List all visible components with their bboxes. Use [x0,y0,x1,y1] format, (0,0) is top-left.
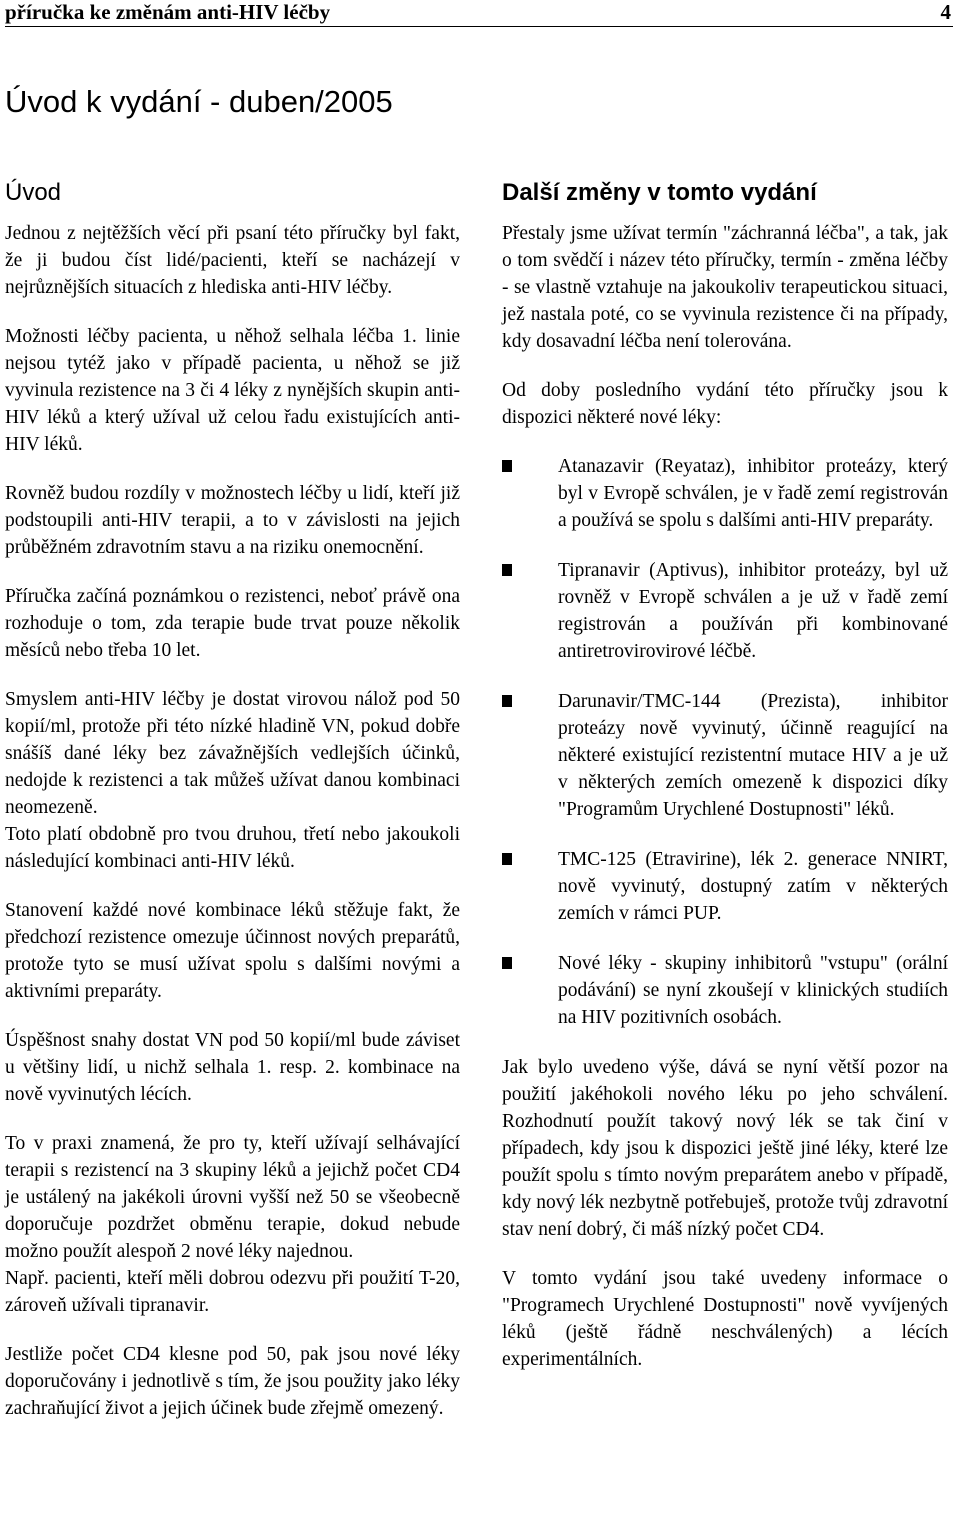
list-item [502,453,948,534]
square-bullet-icon [502,695,512,707]
paragraph: Např. pacienti, kteří měli dobrou odezvu při použití T-20, zároveň užívali tipranavir. [5,1268,460,1316]
paragraph: Jak bylo uvedeno výše, dává se nyní větší pozor na použití jakéhokoli nového léku po jeho schválení. Rozhodnutí použít takový nový lék se tak činí v případech, kdy jsou k dispozici ještě jiné léky, které lze použít spolu s tímto novým preparátem anebo v případě, kdy nový lék nezbytně potřebuješ, protože tvůj zdravotní stav není dobrý, či máš nízký počet CD4. [502,1057,948,1240]
paragraph: Toto platí obdobně pro tvou druhou, třetí nebo jakoukoli následující kombinaci anti-HIV léků. [5,824,460,872]
paragraph: V tomto vydání jsou také uvedeny informace o "Programech Urychlené Dostupnosti" nově vyvíjených léků (ještě řádně neschválených) a lécích experimentálních. [502,1268,948,1370]
list-item-text: Atanazavir (Reyataz), inhibitor proteázy, který byl v Evropě schválen, je v řadě zemí registrován a používá se spolu s dalšími anti-HIV preparáty. [558,456,948,531]
paragraph: Rovněž budou rozdíly v možnostech léčby u lidí, kteří již podstoupili anti-HIV terapii, a to v závislosti na jejich průběžném zdravotním stavu a na riziku onemocnění. [5,483,460,558]
list-item [502,688,948,823]
paragraph: Příručka začíná poznámkou o rezistenci, neboť právě ona rozhoduje o tom, zda terapie bude trvat pouze několik měsíců nebo třeba 10 let. [5,586,460,661]
section-heading-dalsi-zmeny: Další změny v tomto vydání [502,179,817,206]
paragraph: Smyslem anti-HIV léčby je dostat virovou nálož pod 50 kopií/ml, protože při této nízké hladině VN, pokud dobře snášíš dané léky bez závažnějších vedlejších účinků, nedojde k rezistenci a tak můžeš užívat danou kombinaci neomezeně. [5,689,460,818]
paragraph: Možnosti léčby pacienta, u něhož selhala léčba 1. linie nejsou tytéž jako v případě pacienta, u něhož se již vyvinula rezistence na 3 či 4 léky z nynějších skupin anti-HIV léků a který užíval už celou řadu existujících anti-HIV léků. [5,326,460,455]
section-heading-uvod: Úvod [5,179,62,206]
square-bullet-icon [502,957,512,969]
list-item [502,557,948,665]
right-column [502,176,948,1395]
list-item [502,846,948,927]
list-item-text: Darunavir/TMC-144 (Prezista), inhibitor proteázy nově vyvinutý, účinně reagující na některé existující rezistentní mutace HIV a je už v některých zemích omezeně k dispozici díky "Programům Urychlené Dostupnosti" léků. [558,691,948,820]
page-number: 4 [940,0,951,24]
paragraph: Přestaly jsme užívat termín "záchranná léčba", a tak, jak o tom svědčí i název této příručky, termín - změna léčby - se vlastně vztahuje na jakoukoliv terapeutickou situaci, jež nastala poté, co se vyvinula rezistence či na případy, kdy dosavadní léčba není tolerována. [502,223,948,352]
page-title: Úvod k vydání - duben/2005 [5,84,393,119]
left-column [5,176,460,1444]
paragraph: Jednou z nejtěžších věcí při psaní této příručky byl fakt, že ji budou číst lidé/pacienti, kteří se nacházejí v nejrůznějších situacích z hlediska anti-HIV léčby. [5,223,460,298]
list-item-text: Tipranavir (Aptivus), inhibitor proteázy, byl už rovněž v Evropě schválen a je už v řadě zemí registrován a používán při kombinované antiretrovirovirové léčbě. [558,560,948,662]
square-bullet-icon [502,564,512,576]
header-title: příručka ke změnám anti-HIV léčby [5,0,331,24]
paragraph: Jestliže počet CD4 klesne pod 50, pak jsou nové léky doporučovány i jednotlivě s tím, že jsou použity jako léky zachraňující život a jejich účinek bude zřejmě omezený. [5,1344,460,1419]
list-item [502,950,948,1031]
paragraph: Od doby posledního vydání této příručky jsou k dispozici některé nové léky: [502,380,948,428]
running-header [5,0,953,27]
paragraph: Stanovení každé nové kombinace léků stěžuje fakt, že předchozí rezistence omezuje účinnost nových preparátů, protože tyto se musí užívat spolu s dalšími novými a aktivními preparáty. [5,900,460,1002]
square-bullet-icon [502,460,512,472]
new-drugs-list [502,453,948,1031]
list-item-text: TMC-125 (Etravirine), lék 2. generace NNIRT, nově vyvinutý, dostupný zatím v některých zemích v rámci PUP. [558,849,948,924]
paragraph: Úspěšnost snahy dostat VN pod 50 kopií/ml bude záviset u většiny lidí, u nichž selhala 1. resp. 2. kombinace na nově vyvinutých lécích. [5,1030,460,1105]
square-bullet-icon [502,853,512,865]
list-item-text: Nové léky - skupiny inhibitorů "vstupu" (orální podávání) se nyní zkoušejí v klinických studiích na HIV pozitivních osobách. [558,953,948,1028]
paragraph: To v praxi znamená, že pro ty, kteří užívají selhávající terapii s rezistencí na 3 skupiny léků a jejichž počet CD4 je ustálený na jakékoli úrovni vyšší než 50 se všeobecně doporučuje pozdržet obměnu terapie, dokud nebude možno použít alespoň 2 nové léky najednou. [5,1133,460,1262]
